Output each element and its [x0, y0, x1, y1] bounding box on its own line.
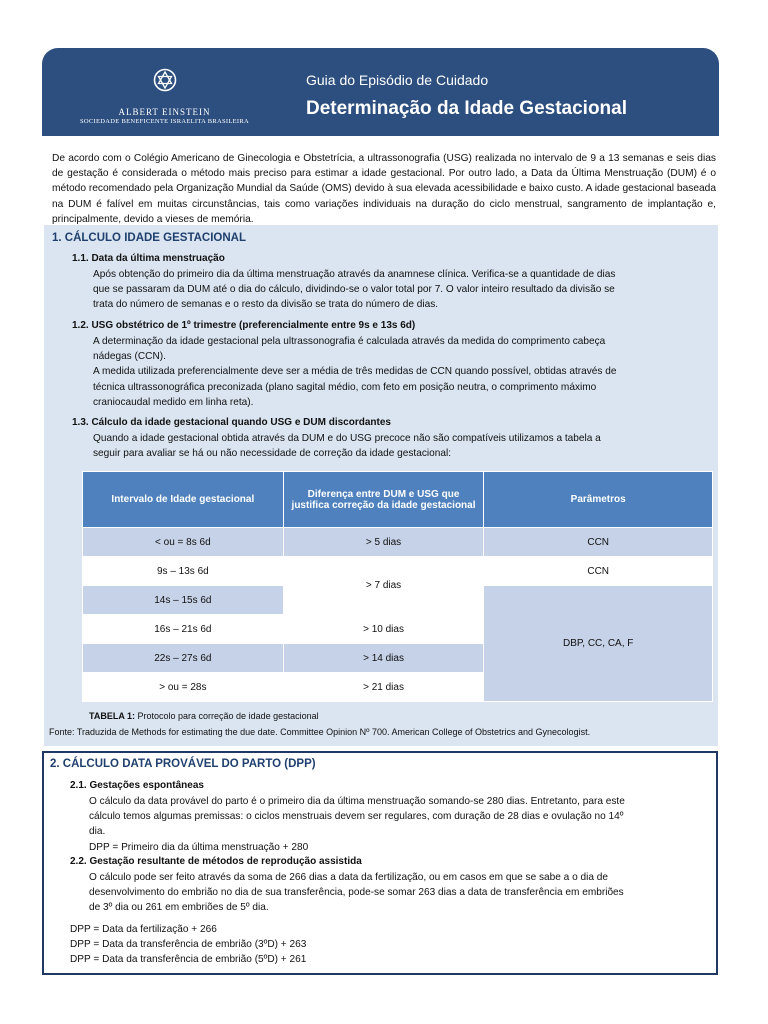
table-header-row [83, 472, 713, 528]
table-header-cell: Intervalo de Idade gestacional [83, 472, 284, 528]
formula-line: DPP = Data da transferência de embrião (3ºD) + 263 [70, 939, 307, 951]
text-line: de 3º dia ou 261 em embriões de 5º dia. [89, 902, 269, 914]
subsection-1-1-title: 1.1. Data da última menstruação [72, 253, 225, 264]
table-cell: > 10 dias [283, 615, 484, 644]
text-line: dia. [89, 826, 106, 838]
text-line: que se passaram da DUM até o dia do cálculo, dividindo-se o valor total por 7. O valor inteiro resultado da divisão se [93, 284, 615, 296]
section-1-title: 1. CÁLCULO IDADE GESTACIONAL [52, 232, 247, 244]
table-cell: > 7 dias [283, 557, 484, 615]
header-banner [42, 48, 719, 136]
subsection-2-2-title: 2.2. Gestação resultante de métodos de reprodução assistida [70, 856, 362, 867]
subsection-1-2-text [93, 334, 617, 410]
einstein-logo-icon [153, 68, 177, 92]
table-source: Fonte: Traduzida de Methods for estimating the due date. Committee Opinion Nº 700. American College of Obstetrics and Gynecologist. [49, 727, 591, 737]
table-cell: DBP, CC, CA, F [484, 586, 713, 702]
caption-label: TABELA 1: [89, 711, 135, 721]
text-line: O cálculo da data provável do parto é o primeiro dia da última menstruação somando-se 280 dias. Entretanto, para este [89, 796, 625, 807]
table-header-cell: Parâmetros [484, 472, 713, 528]
table-cell: > 21 dias [283, 673, 484, 702]
text-line: Após obtenção do primeiro dia da última menstruação através da anamnese clínica. Verifica-se a quantidade de dias [93, 269, 616, 280]
dpp-formulas [70, 922, 306, 968]
text-line: DPP = Primeiro dia da última menstruação + 280 [89, 841, 309, 853]
text-line: nádegas (CCN). [93, 351, 166, 363]
page-title: Determinação da Idade Gestacional [306, 98, 628, 119]
table-cell: CCN [484, 557, 713, 586]
table-cell: < ou = 8s 6d [83, 528, 284, 557]
table-header-cell: Diferença entre DUM e USG que justifica correção da idade gestacional [283, 472, 484, 528]
table-cell: 22s – 27s 6d [83, 644, 284, 673]
text-line: O cálculo pode ser feito através da soma de 266 dias a data da fertilização, ou em casos em que se sabe a o dia de [89, 872, 609, 883]
table-cell: > 14 dias [283, 644, 484, 673]
table-cell: > ou = 28s [83, 673, 284, 702]
caption-text: Protocolo para correção de idade gestacional [135, 711, 319, 721]
formula-line: DPP = Data da transferência de embrião (5ºD) + 261 [70, 954, 307, 966]
header-subtitle: Guia do Episódio de Cuidado [306, 72, 489, 88]
formula-line: DPP = Data da fertilização + 266 [70, 924, 217, 935]
text-line: cálculo temos algumas premissas: o ciclos menstruais devem ser regulares, com duração de 28 dias e ovulação no 14º [89, 811, 624, 823]
table-caption [89, 711, 319, 721]
subsection-1-3-title: 1.3. Cálculo da idade gestacional quando USG e DUM discordantes [72, 417, 391, 428]
text-line: seguir para avaliar se há ou não necessidade de correção da idade gestacional: [93, 448, 452, 460]
subsection-2-2-text [89, 870, 624, 916]
intro-paragraph: De acordo com o Colégio Americano de Ginecologia e Obstetrícia, a ultrassonografia (USG) realizada no intervalo de 9 a 13 semanas e seis dias de gestação é considerada o método mais preciso para estimar a idade gestacional. Por outro lado, a Data da Última Menstruação (DUM) é o método recomendado pela Organização Mundial da Saúde (OMS) devido à sua elevada acessibilidade e baixo custo. A idade gestacional baseada na DUM é falível em muitas circunstâncias, tais como variações individuais na duração do ciclo menstrual, sangramento de implantação e, principalmente, devido a vieses de memória. [52, 153, 716, 225]
subsection-1-3-text [93, 431, 601, 461]
table-cell: > 5 dias [283, 528, 484, 557]
text-line: desenvolvimento do embrião no dia de sua transferência, pode-se somar 263 dias a data de transferência em embriões [89, 887, 624, 899]
logo-name: ALBERT EINSTEIN [118, 107, 211, 117]
logo-subtitle: SOCIEDADE BENEFICENTE ISRAELITA BRASILEIRA [80, 118, 249, 125]
logo [42, 48, 287, 136]
text-line: A determinação da idade gestacional pela ultrassonografia é calculada através da medida do comprimento cabeça [93, 336, 606, 347]
text-line: trata do número de semanas e o resto da divisão se trata do número de dias. [93, 299, 439, 311]
text-line: técnica ultrassonográfica preconizada (plano sagital médio, com feto em posição neutra, o comprimento máximo [93, 381, 597, 393]
table-cell: 14s – 15s 6d [83, 586, 284, 615]
subsection-1-1-text [93, 267, 615, 313]
correction-table [82, 471, 713, 702]
table-row [83, 528, 713, 557]
subsection-2-1-text [89, 794, 625, 855]
text-line: A medida utilizada preferencialmente deve ser a média de três medidas de CCN quando possível, obtidas através de [93, 366, 617, 378]
table-cell: CCN [484, 528, 713, 557]
text-line: craniocaudal medido em linha reta). [93, 396, 254, 408]
table-row [83, 557, 713, 586]
section-2-title: 2. CÁLCULO DATA PROVÁVEL DO PARTO (DPP) [50, 758, 316, 770]
text-line: Quando a idade gestacional obtida através da DUM e do USG precoce não são compatíveis utilizamos a tabela a [93, 433, 601, 444]
table-cell: 16s – 21s 6d [83, 615, 284, 644]
subsection-1-2-title: 1.2. USG obstétrico de 1º trimestre (preferencialmente entre 9s e 13s 6d) [72, 320, 416, 331]
table-cell: 9s – 13s 6d [83, 557, 284, 586]
subsection-2-1-title: 2.1. Gestações espontâneas [70, 780, 204, 791]
